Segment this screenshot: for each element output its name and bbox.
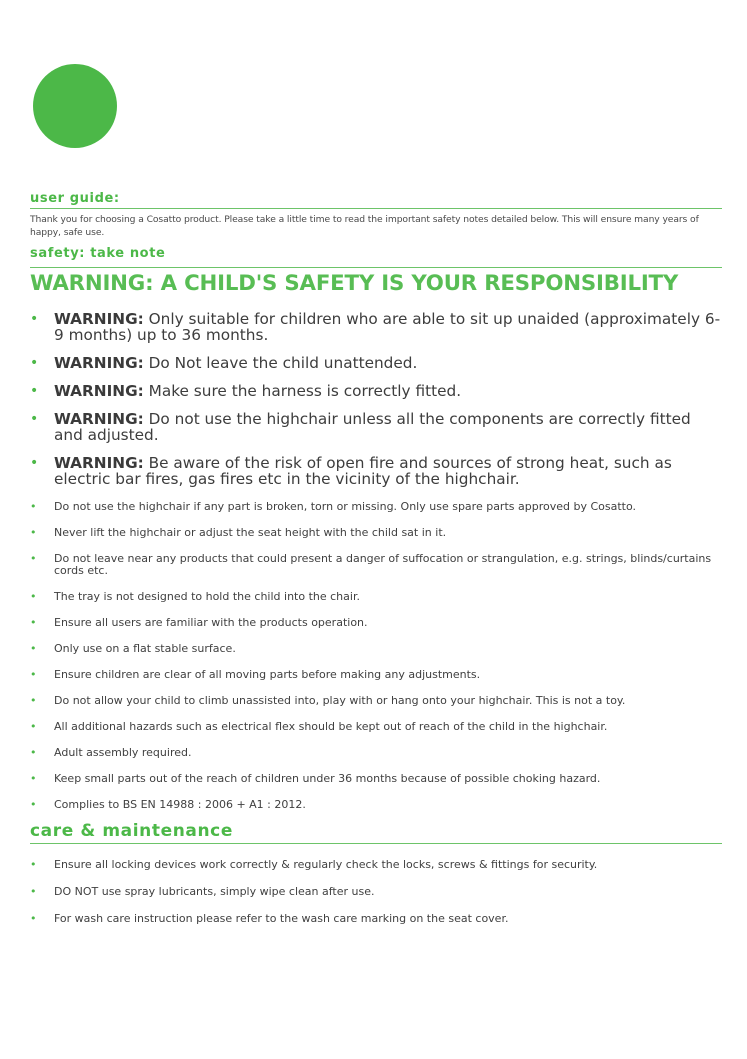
note-item xyxy=(30,747,722,759)
bullet-icon: • xyxy=(30,616,37,629)
note-item xyxy=(30,773,722,785)
note-text: Do not allow your child to climb unassisted into, play with or hang onto your highchair. This is not a toy. xyxy=(54,694,626,707)
warning-label: WARNING: xyxy=(54,410,144,428)
bullet-icon: • xyxy=(30,552,37,565)
bullet-icon: • xyxy=(30,383,39,399)
warning-text: Do not use the highchair unless all the components are correctly fitted and adjusted. xyxy=(54,410,691,444)
care-text: Ensure all locking devices work correctly & regularly check the locks, screws & fittings for security. xyxy=(54,858,598,871)
warning-text: Only suitable for children who are able to sit up unaided (approximately 6-9 months) up to 36 months. xyxy=(54,310,721,344)
safety-heading: safety: take note xyxy=(30,246,166,261)
bullet-icon: • xyxy=(30,526,37,539)
warning-label: WARNING: xyxy=(54,310,144,328)
care-item xyxy=(30,859,722,871)
warning-item xyxy=(30,355,722,371)
warning-label: WARNING: xyxy=(54,354,144,372)
note-item xyxy=(30,799,722,811)
bullet-icon: • xyxy=(30,912,37,925)
care-item xyxy=(30,886,722,898)
warning-item xyxy=(30,311,722,343)
note-item xyxy=(30,591,722,603)
note-item xyxy=(30,721,722,733)
note-text: Complies to BS EN 14988 : 2006 + A1 : 2012. xyxy=(54,798,306,811)
warning-item xyxy=(30,383,722,399)
bullet-icon: • xyxy=(30,798,37,811)
care-text: DO NOT use spray lubricants, simply wipe clean after use. xyxy=(54,885,375,898)
bullet-icon: • xyxy=(30,720,37,733)
bullet-icon: • xyxy=(30,694,37,707)
brand-logo-circle xyxy=(33,64,117,148)
note-item xyxy=(30,527,722,539)
bullet-icon: • xyxy=(30,455,39,471)
care-item xyxy=(30,913,722,925)
note-text: Do not use the highchair if any part is broken, torn or missing. Only use spare parts approved by Cosatto. xyxy=(54,500,637,513)
bullet-icon: • xyxy=(30,590,37,603)
note-text: Never lift the highchair or adjust the seat height with the child sat in it. xyxy=(54,526,447,539)
note-text: All additional hazards such as electrical flex should be kept out of reach of the child in the highchair. xyxy=(54,720,608,733)
note-text: The tray is not designed to hold the child into the chair. xyxy=(54,590,360,603)
bullet-icon: • xyxy=(30,858,37,871)
note-item xyxy=(30,669,722,681)
warning-label: WARNING: xyxy=(54,382,144,400)
intro-paragraph: Thank you for choosing a Cosatto product. Please take a little time to read the important safety notes detailed below. This will ensure many years of happy, safe use. xyxy=(30,214,699,238)
warning-item xyxy=(30,455,722,487)
note-item xyxy=(30,501,722,513)
warnings-list xyxy=(30,311,722,487)
bullet-icon: • xyxy=(30,885,37,898)
note-text: Ensure all users are familiar with the products operation. xyxy=(54,616,368,629)
document-content xyxy=(30,191,722,925)
note-item xyxy=(30,695,722,707)
bullet-icon: • xyxy=(30,642,37,655)
bullet-icon: • xyxy=(30,500,37,513)
warning-text: Be aware of the risk of open fire and sources of strong heat, such as electric bar fires, gas fires etc in the vicinity of the highchair. xyxy=(54,454,672,488)
note-item xyxy=(30,553,722,577)
care-heading: care & maintenance xyxy=(30,821,722,844)
note-text: Ensure children are clear of all moving parts before making any adjustments. xyxy=(54,668,481,681)
care-list xyxy=(30,859,722,925)
warning-label: WARNING: xyxy=(54,454,144,472)
warning-title: WARNING: A CHILD'S SAFETY IS YOUR RESPONSIBILITY xyxy=(30,267,722,299)
note-text: Keep small parts out of the reach of children under 36 months because of possible choking hazard. xyxy=(54,772,601,785)
note-item xyxy=(30,643,722,655)
bullet-icon: • xyxy=(30,772,37,785)
note-text: Adult assembly required. xyxy=(54,746,192,759)
user-guide-heading: user guide: xyxy=(30,191,722,209)
care-text: For wash care instruction please refer to the wash care marking on the seat cover. xyxy=(54,912,509,925)
warning-text: Do Not leave the child unattended. xyxy=(143,354,418,372)
bullet-icon: • xyxy=(30,411,39,427)
bullet-icon: • xyxy=(30,668,37,681)
note-text: Only use on a flat stable surface. xyxy=(54,642,236,655)
note-text: Do not leave near any products that could present a danger of suffocation or strangulation, e.g. strings, blinds/curtains cords etc. xyxy=(54,552,712,577)
bullet-icon: • xyxy=(30,311,39,327)
bullet-icon: • xyxy=(30,355,39,371)
bullet-icon: • xyxy=(30,746,37,759)
safety-notes-list xyxy=(30,501,722,811)
warning-item xyxy=(30,411,722,443)
note-item xyxy=(30,617,722,629)
warning-text: Make sure the harness is correctly fitted. xyxy=(143,382,462,400)
